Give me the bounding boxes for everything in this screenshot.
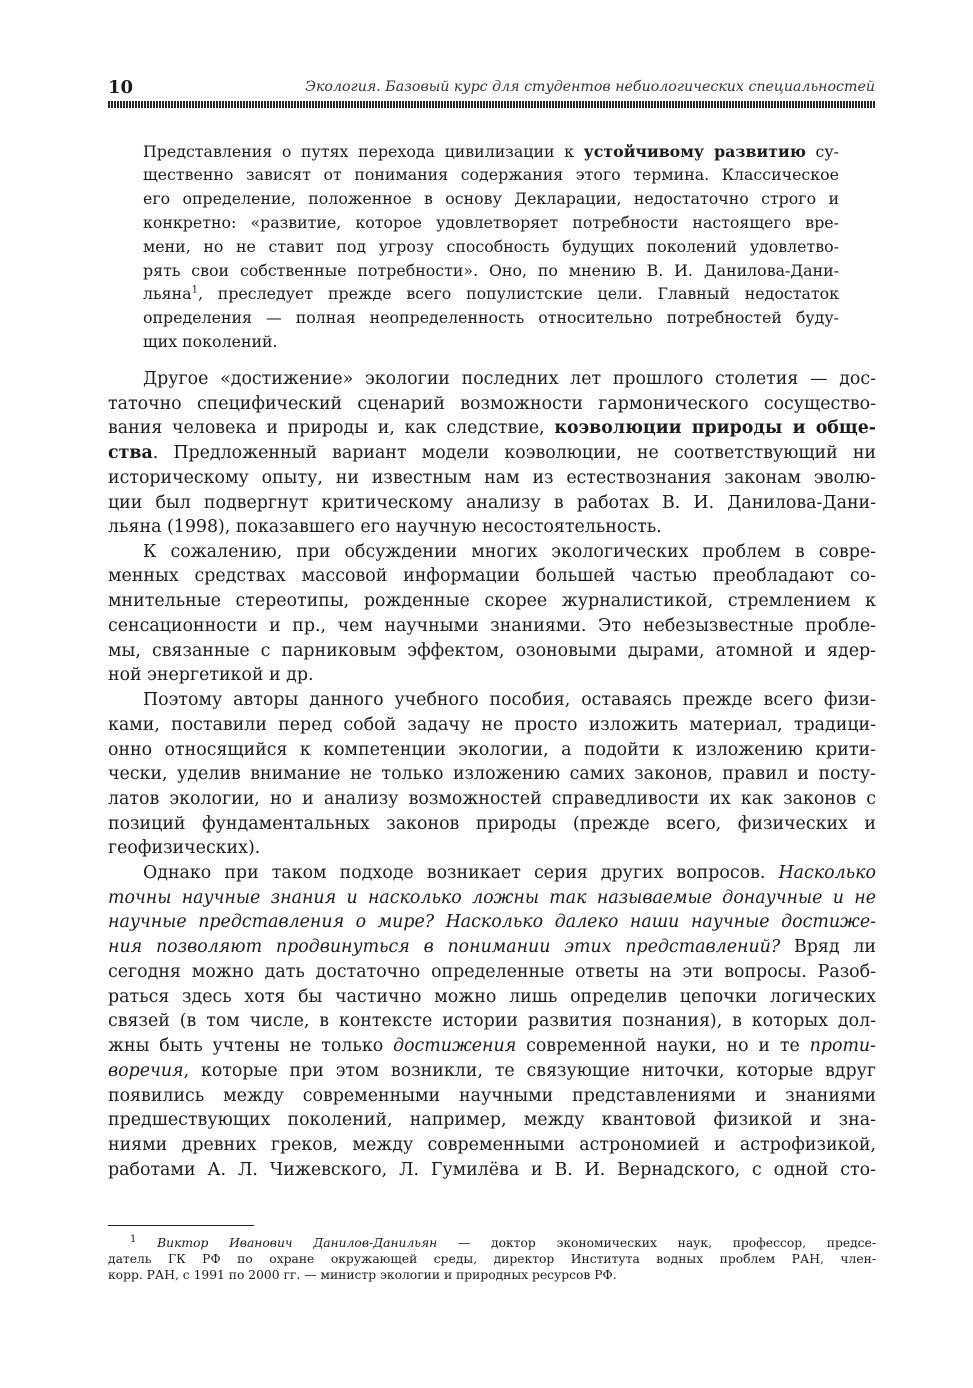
text-line: ками, поставили перед собой задачу не просто изложить материал, традици- (108, 715, 876, 735)
text-line: работами А. Л. Чижевского, Л. Гумилёва и В. И. Вернадского, с одной сто- (108, 1160, 876, 1180)
text-line: ной энергетикой и др. (108, 665, 314, 685)
header-rule (108, 101, 875, 108)
text-line: датель ГК РФ по охране окружающей среды, директор Института водных проблем РАН, член- (108, 1252, 876, 1266)
italic-span: воречия (108, 1061, 184, 1081)
text-span: вания человека и природы и, как следствие, (108, 418, 555, 438)
text-span: . Предложенный вариант модели коэволюции, не соответствующий ни (152, 443, 876, 463)
text-line: позиций фундаментальных законов природы (прежде всего, физических и (108, 814, 876, 834)
text-line (108, 1061, 876, 1081)
text-line: щих поколений. (143, 332, 278, 351)
text-line: связей (в том числе, в контексте истории развития познания), в которых дол- (108, 1011, 876, 1031)
text-line: мы, связанные с парниковым эффектом, озоновыми дырами, атомной и ядер- (108, 641, 876, 661)
footnote-marker: 1 (130, 1233, 137, 1245)
text-span: Однако при таком подходе возникает серия других вопросов. (143, 863, 779, 883)
text-span: Представления о путях перехода цивилизации к (143, 142, 584, 161)
text-line (108, 443, 876, 463)
text-line: раться здесь хотя бы частично можно лишь определив цепочки логических (108, 987, 876, 1007)
text-line (143, 142, 839, 161)
text-line (108, 1036, 876, 1056)
text-span: , преследует прежде всего популистские цели. Главный недостаток (197, 284, 839, 303)
italic-span: научные представления о мире? Насколько далеко наши научные достиже- (108, 912, 876, 932)
bold-term: коэволюции природы и обще- (554, 418, 876, 438)
text-line: менных средствах массовой информации большей частью преобладают со- (108, 566, 876, 586)
bold-term: устойчивому развитию (583, 142, 806, 161)
text-line: ции был подвергнут критическому анализу в работах В. И. Данилова-Дани- (108, 493, 876, 513)
italic-span: Виктор Иванович Данилов-Данильян (157, 1236, 438, 1250)
text-line: предшествующих поколений, например, между квантовой физикой и зна- (108, 1110, 876, 1130)
text-line: его определение, положенное в основу Декларации, недостаточно строго и (143, 189, 839, 208)
text-line (108, 912, 876, 932)
text-line (143, 863, 876, 883)
text-line: сегодня можно дать достаточно определенные ответы на эти вопросы. Разоб- (108, 962, 876, 982)
bold-term: ства (108, 443, 153, 463)
text-line (143, 284, 839, 303)
text-line: К сожалению, при обсуждении многих экологических проблем в совре- (143, 542, 876, 562)
italic-span: точны научные знания и насколько ложны так называемые донаучные и не (108, 888, 876, 908)
text-span: современной науки, но и те (516, 1036, 810, 1056)
footnote-marker: 1 (191, 284, 198, 296)
page-number: 10 (108, 77, 134, 98)
text-line: щественно зависят от понимания содержания этого термина. Классическое (143, 165, 839, 184)
text-line: геофизических). (108, 838, 261, 858)
text-line: конкретно: «развитие, которое удовлетворяет потребности настоящего вре- (143, 213, 839, 232)
text-line (130, 1233, 876, 1250)
text-line: мнительные стереотипы, рожденные скорее журналистикой, стремлением к (108, 591, 876, 611)
italic-span: проти- (809, 1036, 877, 1056)
text-line: Поэтому авторы данного учебного пособия, оставаясь прежде всего физи- (143, 690, 876, 710)
italic-span: ния позволяют продвинуться в понимании этих представлений? (108, 937, 781, 957)
text-span: су- (805, 142, 840, 161)
text-span: — доктор экономических наук, профессор, предсе- (437, 1236, 876, 1250)
text-line: рять свои собственные потребности». Оно, по мнению В. И. Данилова-Дани- (143, 261, 839, 280)
italic-span: Насколько (778, 863, 876, 883)
text-line: онно относящийся к компетенции экологии, а подойти к изложению крити- (108, 740, 876, 760)
text-line (108, 888, 876, 908)
text-line (108, 937, 876, 957)
text-span: Вряд ли (780, 937, 876, 957)
text-line: льяна (1998), показавшего его научную несостоятельность. (108, 517, 662, 537)
text-line: чески, уделив внимание не только изложению самих законов, правил и посту- (108, 764, 876, 784)
text-line: сенсационности и пр., чем научными знаниями. Это небезызвестные пробле- (108, 616, 876, 636)
text-line: латов экологии, но и анализу возможностей справедливости их как законов с (108, 789, 876, 809)
text-span: льяна (143, 284, 192, 303)
text-span: , которые при этом возникли, те связующие ниточки, которые вдруг (183, 1061, 876, 1081)
running-head (108, 74, 875, 102)
text-line: ниями древних греков, между современными астрономией и астрофизикой, (108, 1135, 876, 1155)
text-line: мени, но не ставит под угрозу способность будущих поколений удовлетво- (143, 237, 839, 256)
italic-span: достижения (393, 1036, 517, 1056)
text-line: определения — полная неопределенность относительно потребностей буду- (143, 308, 839, 327)
text-line (108, 418, 876, 438)
text-line: таточно специфический сценарий возможности гармонического сосущество- (108, 394, 876, 414)
text-line: появились между современными научными представлениями и знаниями (108, 1086, 876, 1106)
running-title: Экология. Базовый курс для студентов небиологических специальностей (305, 79, 875, 95)
text-span: жны быть учтены не только (108, 1036, 394, 1056)
text-line: историческому опыту, ни известным нам из естествознания законам эволю- (108, 468, 876, 488)
text-line: Другое «достижение» экологии последних лет прошлого столетия — дос- (143, 369, 876, 389)
text-line: корр. РАН, с 1991 по 2000 гг. — министр экологии и природных ресурсов РФ. (108, 1268, 617, 1282)
footnote-rule (108, 1225, 254, 1226)
